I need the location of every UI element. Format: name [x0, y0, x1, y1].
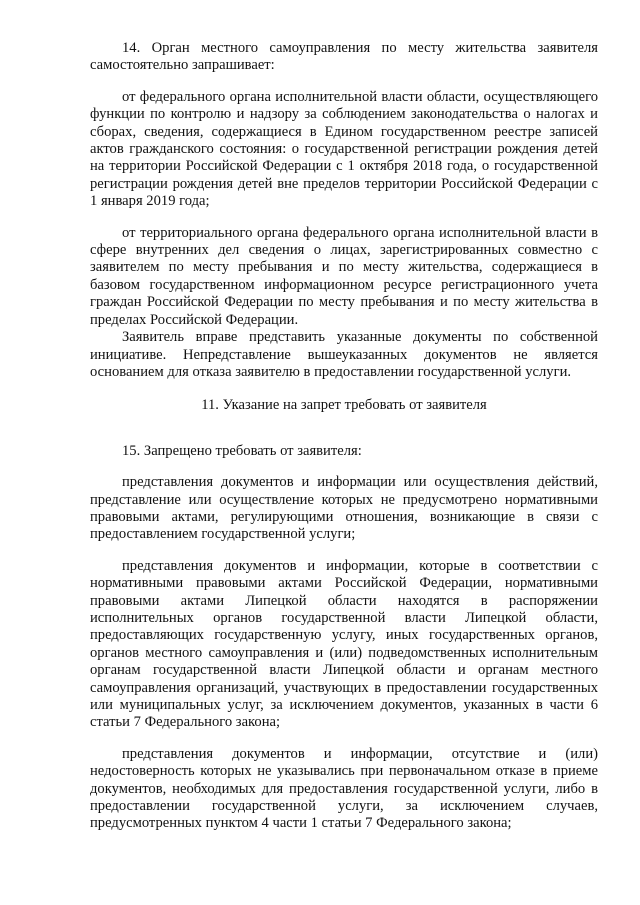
item-15-intro: 15. Запрещено требовать от заявителя: — [122, 442, 362, 459]
item-14-applicant-note: Заявитель вправе представить указанные документы по собственной инициативе. Непредставление вышеуказанных документов не является основанием для отказа заявителю в предоставлении государственной услуги. — [90, 329, 598, 380]
item-14-bullet-territorial-authority: от территориального органа федерального органа исполнительной власти в сфере внутренних дел сведения о лицах, зарегистрированных совместно с заявителем по месту пребывания и по месту жительства, содержащиеся в базовом государственном информационном ресурсе регистрационного учета граждан Российской Федерации по месту пребывания и по месту жительства в пределах Российской Федерации. — [90, 224, 598, 328]
item-14-intro: 14. Орган местного самоуправления по месту жительства заявителя самостоятельно запрашивает: — [90, 40, 598, 74]
item-15-bullet-2: представления документов и информации, которые в соответствии с нормативными правовыми актами Российской Федерации, нормативными правовыми актами Липецкой области находятся в распоряжении исполнительных органов государственной власти Липецкой области, предоставляющих государственную услугу, иных государственных органов, органов местного самоуправления и (или) подведомственных исполнительным органам государственной власти Липецкой области и органам местного самоуправления организаций, участвующих в предоставлении государственных или муниципальных услуг, за исключением документов, указанных в части 6 статьи 7 Федерального закона; — [90, 557, 598, 731]
section-11-heading: 11. Указание на запрет требовать от заявителя — [201, 397, 487, 414]
item-15-bullet-1: представления документов и информации или осуществления действий, представление или осуществление которых не предусмотрено нормативными правовыми актами, регулирующими отношения, возникающие в связи с предоставлением государственной услуги; — [90, 474, 598, 543]
item-15-bullet-3: представления документов и информации, отсутствие и (или) недостоверность которых не указывались при первоначальном отказе в приеме документов, необходимых для предоставления государственной услуги, либо в предоставлении государственной услуги, за исключением случаев, предусмотренных пунктом 4 части 1 статьи 7 Федерального закона; — [90, 745, 598, 832]
item-14-bullet-federal-authority: от федерального органа исполнительной власти области, осуществляющего функции по контролю и надзору за соблюдением законодательства о налогах и сборах, сведения, содержащиеся в Едином государственном реестре записей актов гражданского состояния: о государственной регистрации рождения детей на территории Российской Федерации с 1 октября 2018 года, о государственной регистрации рождения детей вне пределов территории Российской Федерации с 1 января 2019 года; — [90, 88, 598, 210]
document-page — [90, 40, 598, 833]
